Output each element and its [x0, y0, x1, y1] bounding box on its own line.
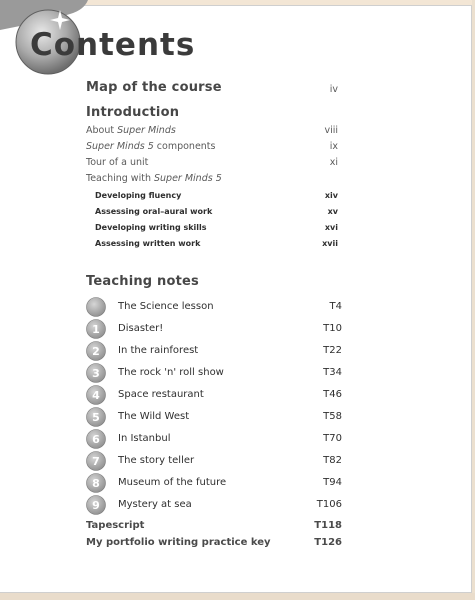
page-number: T46: [323, 389, 342, 400]
unit-title: Disaster!: [118, 323, 164, 334]
page-number: viii: [324, 125, 338, 136]
unit-number-badge-icon: [86, 297, 106, 317]
unit-number: 4: [92, 389, 100, 402]
page-number: xvi: [324, 223, 338, 232]
intro-item-label: Teaching with: [86, 173, 154, 184]
unit-row[interactable]: [86, 495, 342, 515]
intro-item-label: Tour of a unit: [86, 157, 149, 168]
page-number: ix: [329, 141, 338, 152]
page-number: T58: [323, 411, 342, 422]
unit-number-badge-icon: [86, 495, 106, 515]
bottom-band: [0, 593, 475, 600]
page-number: T10: [323, 323, 342, 334]
unit-number-badge-icon: [86, 363, 106, 383]
page-number: T4: [329, 301, 342, 312]
unit-number-badge-icon: [86, 429, 106, 449]
subitem-label: Assessing written work: [95, 239, 201, 248]
intro-item-title: Super Minds 5: [86, 141, 154, 152]
unit-title: In Istanbul: [118, 433, 171, 444]
unit-number: 5: [92, 411, 100, 424]
page-number: xi: [329, 157, 338, 168]
page-number: T34: [323, 367, 342, 378]
unit-number: 6: [92, 433, 100, 446]
unit-row[interactable]: [86, 473, 342, 493]
map-heading[interactable]: Map of the course: [86, 80, 222, 95]
intro-item-title: Super Minds 5: [153, 173, 222, 184]
subitem-label: Developing writing skills: [95, 223, 207, 232]
unit-row[interactable]: [86, 385, 342, 405]
unit-number: 8: [92, 477, 100, 490]
unit-row[interactable]: [86, 363, 342, 383]
divider: [0, 592, 472, 593]
intro-item-title: Super Minds: [117, 125, 176, 136]
unit-number-badge-icon: [86, 473, 106, 493]
unit-row[interactable]: [86, 341, 342, 361]
unit-row[interactable]: [86, 429, 342, 449]
page-title: Contents: [30, 27, 196, 63]
unit-title: In the rainforest: [118, 345, 199, 356]
unit-number-badge-icon: [86, 385, 106, 405]
intro-item-label: About: [86, 125, 118, 136]
page-number: T118: [314, 520, 342, 531]
unit-row[interactable]: [86, 297, 342, 317]
unit-number-badge-icon: [86, 319, 106, 339]
page-number: iv: [329, 84, 338, 95]
unit-number: 7: [92, 455, 100, 468]
unit-title: The story teller: [118, 455, 195, 466]
unit-number: 3: [92, 367, 100, 380]
unit-title: Mystery at sea: [118, 499, 192, 510]
unit-title: Space restaurant: [118, 389, 204, 400]
unit-title: Museum of the future: [118, 477, 227, 488]
page-number: T126: [314, 537, 342, 548]
extra-item-label: Tapescript: [86, 520, 145, 531]
page-number: T82: [323, 455, 342, 466]
unit-number-badge-icon: [86, 451, 106, 471]
divider: [471, 5, 472, 593]
unit-number-badge-icon: [86, 341, 106, 361]
unit-row[interactable]: [86, 451, 342, 471]
teaching-notes-heading: Teaching notes: [86, 274, 199, 289]
unit-number-badge-icon: [86, 407, 106, 427]
introduction-heading: Introduction: [86, 105, 180, 120]
page-number: xvii: [322, 239, 338, 248]
extra-item-label: My portfolio writing practice key: [86, 537, 271, 548]
page-number: xv: [327, 207, 338, 216]
intro-item-label: components: [153, 141, 216, 152]
page-number: T70: [323, 433, 342, 444]
unit-title: The rock 'n' roll show: [118, 367, 224, 378]
page-number: xiv: [324, 191, 338, 200]
page-number: T94: [323, 477, 342, 488]
unit-row[interactable]: [86, 319, 342, 339]
subitem-label: Assessing oral–aural work: [95, 207, 213, 216]
unit-number: 1: [92, 323, 100, 336]
unit-title: The Science lesson: [118, 301, 214, 312]
unit-row[interactable]: [86, 407, 342, 427]
unit-number: 2: [92, 345, 100, 358]
page-number: T22: [323, 345, 342, 356]
subitem-label: Developing fluency: [95, 191, 182, 200]
unit-number: 9: [92, 499, 100, 512]
page-number: T106: [316, 499, 342, 510]
unit-title: The Wild West: [118, 411, 190, 422]
